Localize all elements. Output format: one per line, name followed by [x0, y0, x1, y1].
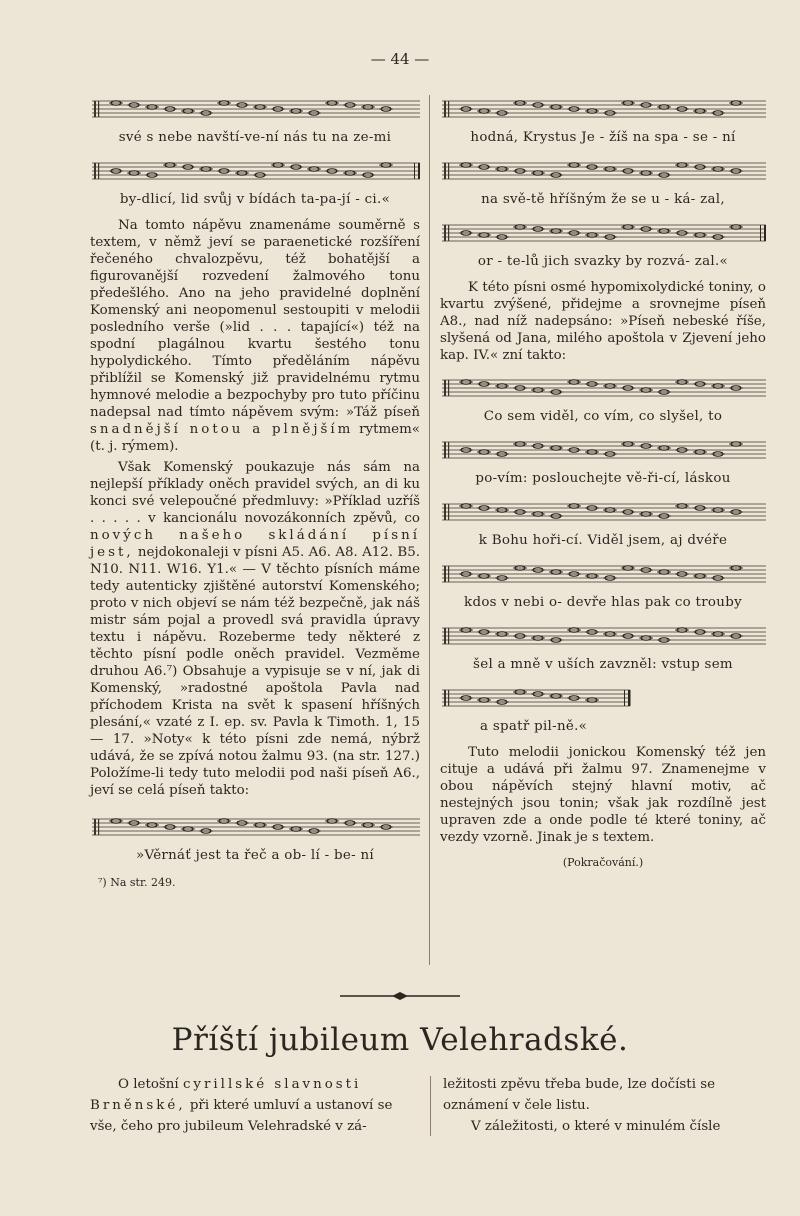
lyric-line: po-vím: poslouchejte vě-ři-cí, láskou [475, 471, 731, 486]
clef-mark [444, 566, 446, 582]
clef-mark [94, 101, 96, 117]
lyric-line: by-dlicí, lid svůj v bídách ta-pa-jí - ci.« [119, 192, 391, 207]
clef-mark [444, 225, 446, 241]
right-column [440, 93, 766, 871]
spaced-text: snadnější notou a plnějším [90, 422, 354, 437]
end-barline [764, 225, 766, 241]
paragraph: K této písni osmé hypomixolydické toniny, o kvartu zvýšené, přidejme a srovnejme píseň A8., nad níž nadepsáno: »Píseň nebeské říše, slyšená od Jana, milého apoštola v Zjevení jeho kap. IV.« zní takto: [440, 280, 766, 363]
clef-mark [94, 819, 96, 835]
clef-mark [444, 380, 446, 396]
spaced-text: nových našeho skládání písní jest, [90, 528, 420, 560]
clef-mark [448, 225, 449, 241]
article-right-column [443, 1074, 766, 1137]
clef-mark [444, 504, 446, 520]
text-run: nejdokonaleji v písni A5. A6. A8. A12. B5. N10. N11. W16. Y1.« — V těchto písních máme tedy autenticky zjištěné autorství Komenského; proto v nich objeví se nám též bezpečně, jak náš mistr sám pojal a provedl svá pravidla úpravy textu i nápěvu. Rozeberme tedy některé z těchto písní podle oněch pravidel. Vezměme druhou A6.⁷) Obsahuje a vypisuje se v ní, jak di Komenský, »radostné apoštola Pavla nad příchodem Krista na svět k spasení hříšných plesání,« vzaté z I. ep. sv. Pavla k Timoth. 1, 15 — 17. »Noty« k této písni zde nemá, nýbrž udává, že se zpívá notou žalmu 93. (na str. 127.) Položíme-li tedy tuto melodii pod naši píseň A6., jeví se celá píseň takto: [90, 545, 420, 798]
end-barline [418, 163, 420, 179]
clef-mark [448, 442, 449, 458]
text-run: rytmem« (t. j. rýmem). [90, 422, 420, 454]
clef-mark [444, 628, 446, 644]
lyric-line: kdos v nebi o- devře hlas pak co trouby [464, 595, 742, 610]
end-barline [628, 690, 631, 706]
left-column [90, 93, 420, 891]
music-staff [440, 155, 766, 189]
text-run: ležitosti zpěvu třeba bude, lze dočísti se oznámení v čele listu. [443, 1077, 716, 1113]
clef-mark [448, 566, 449, 582]
music-staff [90, 93, 420, 127]
clef-mark [98, 101, 99, 117]
clef-mark [444, 442, 446, 458]
lyric-line: Co sem viděl, co vím, co slyšel, to [483, 409, 723, 424]
column-divider [430, 1076, 431, 1136]
clef-mark [448, 163, 449, 179]
text-run: Však Komenský poukazuje nás sám na nejlepší příklady oněch pravidel svých, an di ku konci své velepoučné předmluvy: »Příklad uzříš . . . . . v kancionálu novozákonních zpěvů, co [90, 460, 420, 526]
music-staff [440, 558, 766, 592]
lyric-line: or - te-lů jich svazky by rozvá- zal.« [477, 254, 729, 269]
continued-note: (Pokračování.) [562, 856, 644, 869]
music-staff [440, 93, 766, 127]
music-staff [440, 372, 766, 406]
lyric-line: a spatř pil-ně.« [480, 719, 588, 734]
lyric-line: hodná, Krystus Je - žíš na spa - se - ní [470, 130, 736, 145]
clef-mark [448, 504, 449, 520]
music-staff [440, 682, 766, 716]
music-staff [90, 811, 420, 845]
clef-mark [94, 163, 96, 179]
clef-mark [98, 819, 99, 835]
music-staff [440, 434, 766, 468]
column-divider [429, 95, 430, 965]
end-barline [414, 163, 415, 179]
paragraph [90, 217, 420, 455]
lyric-line: šel a mně v uších zavzněl: vstup sem [473, 657, 733, 672]
page-number: — 44 — [370, 50, 430, 68]
text-run: O letošní [118, 1077, 179, 1092]
spaced-text: cyrillské slavnosti Brněnské, [90, 1077, 362, 1113]
music-staff [90, 155, 420, 189]
clef-mark [444, 163, 446, 179]
clef-mark [444, 690, 446, 706]
text-run: V záležitosti, o které v minulém čísle [471, 1119, 721, 1134]
lyric-line: své s nebe navští-ve-ní nás tu na ze-mi [118, 130, 392, 145]
music-staff [440, 496, 766, 530]
paragraph [90, 459, 420, 799]
section-ornament [340, 992, 460, 1000]
clef-mark [444, 101, 446, 117]
text-run: Na tomto nápěvu znamenáme souměrně s textem, v němž jeví se paraenetické rozšíření řečeného chvalozpěvu, též bohatější a figurovanější rozvedení žalmového tonu předešlého. Ano na jeho pravidelné doplnění Komenský ani neopomenul sestoupiti v melodii posledního verše (»lid . . . tapající«) též na spodní plagálnou kvartu šestého tonu hypolydického. Tímto předěláním nápěvu přiblížil se Komenský již pravidelnému rytmu hymnové melodie a bezpochyby pro tuto příčinu nadepsal nad tímto nápěvem svým: »Táž píseň [90, 218, 420, 420]
music-staff [440, 620, 766, 654]
clef-mark [98, 163, 99, 179]
footnote: ⁷) Na str. 249. [98, 876, 176, 889]
lyric-line: k Bohu hoři-cí. Viděl jsem, aj dvéře [478, 533, 728, 548]
lyric-line: »Věrnáť jest ta řeč a ob- lí - be- ní [135, 848, 375, 863]
paragraph: Tuto melodii jonickou Komenský též jen cituje a udává při žalmu 97. Znamenejme v obou nápěvích stejný hlavní motiv, ač nestejných jsou tonin; však jak rozdílně jest upraven zde a onde podle té které toniny, ač vezdy vzorně. Jinak je s textem. [440, 745, 766, 845]
clef-mark [448, 380, 449, 396]
article-title: Příští jubileum Velehradské. [171, 1022, 629, 1058]
end-barline [760, 225, 761, 241]
end-barline [624, 690, 625, 706]
clef-mark [448, 690, 449, 706]
clef-mark [448, 101, 449, 117]
clef-mark [448, 628, 449, 644]
lyric-line: na svě-tě hříšným že se u - ká- zal, [481, 192, 725, 207]
text-run: při které umluví a ustanoví se vše, čeho pro jubileum Velehradské v zá- [90, 1098, 393, 1134]
music-staff [440, 217, 766, 251]
article-left-column [90, 1074, 418, 1137]
